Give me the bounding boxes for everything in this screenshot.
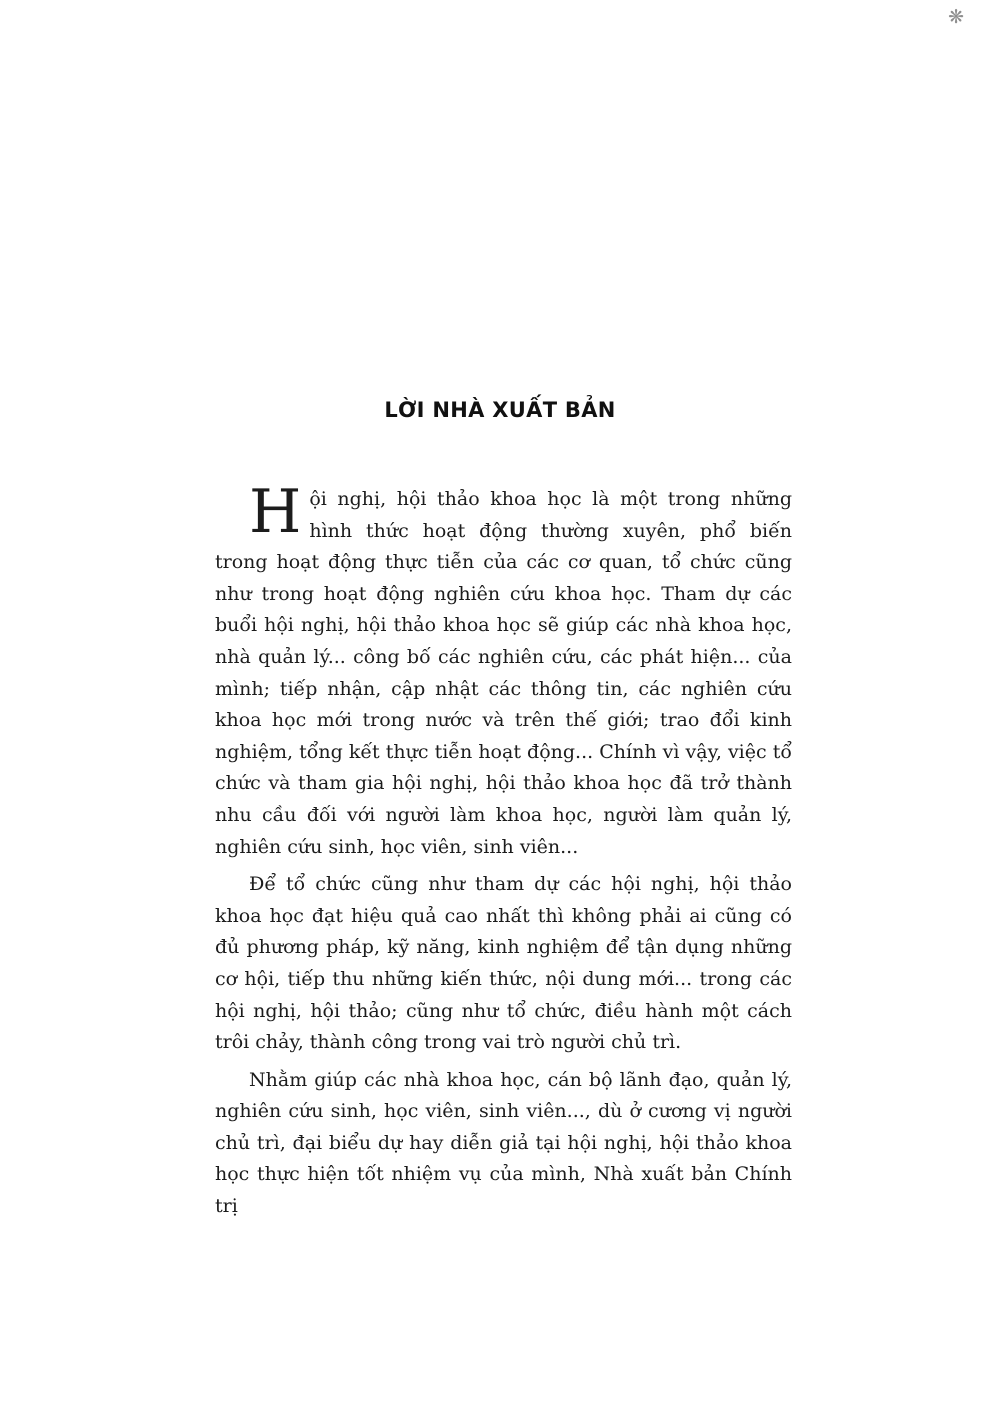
page-title: LỜI NHÀ XUẤT BẢN <box>384 398 616 422</box>
paragraph-3: Nhằm giúp các nhà khoa học, cán bộ lãnh đạo, quản lý, nghiên cứu sinh, học viên, sinh viên..., dù ở cương vị người chủ trì, đại biểu dự hay diễn giả tại hội nghị, hội thảo khoa học thực hiện tốt nhiệm vụ của mình, Nhà xuất bản Chính trị <box>215 1068 792 1218</box>
clover-ornament-icon: ❋ <box>948 6 964 28</box>
paragraph-2: Để tổ chức cũng như tham dự các hội nghị, hội thảo khoa học đạt hiệu quả cao nhất thì không phải ai cũng có đủ phương pháp, kỹ năng, kinh nghiệm để tận dụng những cơ hội, tiếp thu những kiến thức, nội dung mới... trong các hội nghị, hội thảo; cũng như tổ chức, điều hành một cách trôi chảy, thành công trong vai trò người chủ trì. <box>215 873 792 1054</box>
paragraph-1 <box>215 477 792 863</box>
page-body <box>215 477 792 1229</box>
paragraph-1-text: ội nghị, hội thảo khoa học là một trong những hình thức hoạt động thường xuyên, phổ biến trong hoạt động thực tiễn của các cơ quan, tổ chức cũng như trong hoạt động nghiên cứu khoa học. Tham dự các buổi hội nghị, hội thảo khoa học sẽ giúp các nhà khoa học, nhà quản lý... công bố các nghiên cứu, các phát hiện... của mình; tiếp nhận, cập nhật các thông tin, các nghiên cứu khoa học mới trong nước và trên thế giới; trao đổi kinh nghiệm, tổng kết thực tiễn hoạt động... Chính vì vậy, việc tổ chức và tham gia hội nghị, hội thảo khoa học đã trở thành nhu cầu đối với người làm khoa học, người làm quản lý, nghiên cứu sinh, học viên, sinh viên... <box>215 488 792 858</box>
dropcap-letter: H <box>249 477 302 547</box>
